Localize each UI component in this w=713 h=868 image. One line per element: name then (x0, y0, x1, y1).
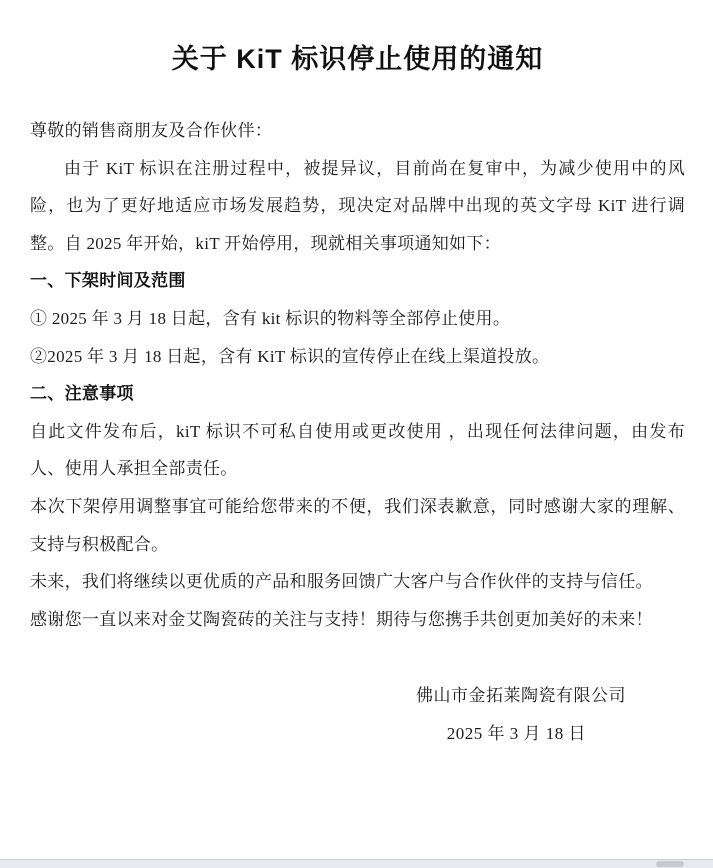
section-1-item-2: ②2025 年 3 月 18 日起，含有 KiT 标识的宣传停止在线上渠道投放。 (30, 346, 550, 366)
greeting-line: 尊敬的销售商朋友及合作伙伴： (30, 121, 273, 140)
section-1-heading: 一、下架时间及范围 (30, 271, 186, 291)
section-2-paragraph-2: 本次下架停用调整事宜可能给您带来的不便，我们深表歉意，同时感谢大家的理解、支持与积极配合。 (30, 496, 685, 554)
signature-date: 2025 年 3 月 18 日 (446, 724, 586, 744)
section-2-paragraph-1: 自此文件发布后，kiT 标识不可私自使用或更改使用 ，出现任何法律问题，由发布人、使用人承担全部责任。 (30, 421, 685, 479)
section-2-paragraph-4: 感谢您一直以来对金艾陶瓷砖的关注与支持！期待与您携手共创更加美好的未来！ (30, 609, 653, 629)
window-bottom-scrollbar[interactable] (0, 859, 713, 868)
scrollbar-thumb[interactable] (656, 861, 684, 867)
intro-paragraph: 由于 KiT 标识在注册过程中，被提异议，目前尚在复审中，为减少使用中的风险，也为了更好地适应市场发展趋势，现决定对品牌中出现的英文字母 KiT 进行调整。自 2025 年开始，kiT 开始停用，现就相关事项通知如下： (30, 158, 685, 253)
section-1-item-1: ① 2025 年 3 月 18 日起，含有 kit 标识的物料等全部停止使用。 (30, 308, 511, 328)
signature-block (30, 677, 685, 753)
document-body (30, 0, 685, 753)
section-2-heading: 二、注意事项 (30, 384, 134, 404)
section-2-paragraph-3: 未来，我们将继续以更优质的产品和服务回馈广大客户与合作伙伴的支持与信任。 (30, 572, 653, 592)
signature-company: 佛山市金拓莱陶瓷有限公司 (416, 686, 626, 706)
document-title: 关于 KiT 标识停止使用的通知 (171, 44, 544, 74)
